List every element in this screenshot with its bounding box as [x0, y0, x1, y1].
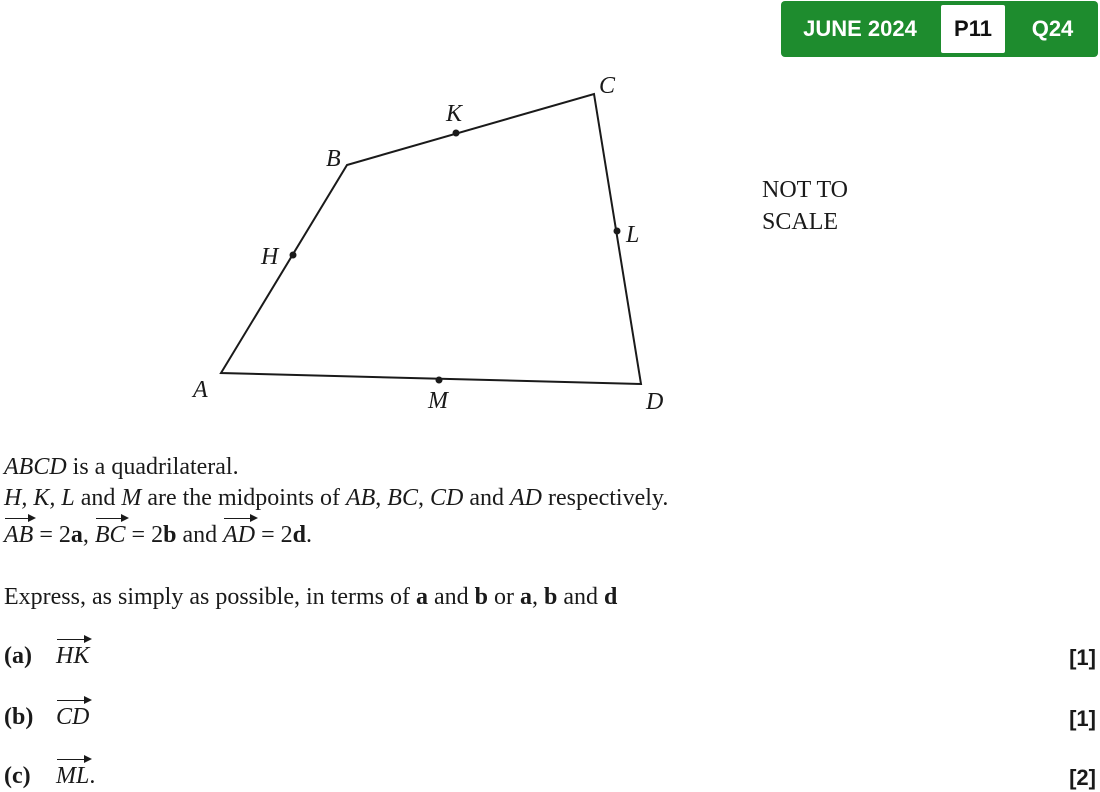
side-bc: BC	[387, 485, 418, 511]
vector-bc: BC	[94, 522, 126, 548]
stem-line-1-text: is a quadrilateral.	[66, 454, 239, 480]
part-suffix: .	[89, 763, 96, 789]
marks-a: [1]	[1069, 645, 1096, 670]
vector-a: a	[519, 584, 532, 610]
side-ab: AB	[345, 485, 376, 511]
midpoint-label-m: M	[428, 388, 448, 414]
part-vector: HK	[56, 643, 90, 669]
vertex-label-c: C	[599, 73, 616, 99]
stem-text: = 2	[33, 522, 71, 548]
midpoint-label-h: H	[261, 244, 279, 270]
side-ad: AD	[509, 485, 542, 511]
stem-text: = 2	[125, 522, 164, 548]
midpoint-list: H, K, L	[4, 485, 75, 511]
stem-text: ,	[375, 485, 388, 511]
vector-ad: AD	[223, 522, 256, 548]
vertex-label-a: A	[193, 377, 208, 403]
midpoint-h-dot	[290, 252, 297, 259]
stem-line-2	[4, 485, 668, 512]
marks-c: [2]	[1069, 765, 1096, 790]
midpoint-m: M	[121, 485, 142, 511]
stem-text: = 2	[255, 522, 293, 548]
vertex-label-b: B	[326, 146, 341, 172]
midpoint-label-l: L	[626, 222, 640, 248]
midpoint-label-k: K	[446, 101, 463, 127]
stem-text: and	[74, 485, 122, 511]
instruction-line	[4, 584, 617, 611]
stem-text: ,	[417, 485, 430, 511]
note-line-2: SCALE	[762, 209, 839, 235]
instruction-text: Express, as simply as possible, in terms of	[4, 584, 416, 610]
instruction-text: and	[427, 584, 475, 610]
instruction-text: or	[487, 584, 520, 610]
vector-b: b	[543, 584, 558, 610]
instruction-text: and	[557, 584, 604, 610]
part-label: (b)	[4, 704, 34, 730]
stem-text: ,	[82, 522, 95, 548]
quadrilateral-abcd	[221, 94, 641, 384]
not-to-scale-note	[762, 174, 848, 238]
stem-line-3	[4, 522, 312, 549]
vector-b: b	[474, 584, 488, 610]
side-cd: CD	[429, 485, 464, 511]
vector-b: b	[163, 522, 177, 548]
instruction-text: ,	[531, 584, 544, 610]
part-label: (c)	[4, 763, 31, 789]
stem-text: respectively.	[541, 485, 669, 511]
stem-text: are the midpoints of	[141, 485, 346, 511]
marks-b: [1]	[1069, 706, 1096, 731]
part-vector: ML	[56, 763, 90, 789]
stem-text: and	[176, 522, 224, 548]
exam-session: JUNE 2024	[803, 16, 917, 41]
vertex-label-d: D	[646, 389, 664, 415]
note-line-1: NOT TO	[762, 177, 849, 203]
vector-d: d	[292, 522, 307, 548]
question-number: Q24	[1031, 16, 1074, 41]
part-vector: CD	[56, 704, 90, 730]
part-b	[4, 704, 89, 731]
midpoint-m-dot	[436, 377, 443, 384]
vector-ab: AB	[4, 522, 34, 548]
stem-line-1	[4, 454, 239, 481]
quad-name: ABCD	[4, 454, 67, 480]
stem-text: and	[463, 485, 510, 511]
midpoint-l-dot	[614, 228, 621, 235]
part-label: (a)	[4, 643, 32, 669]
vector-d: d	[604, 584, 618, 610]
vector-a: a	[415, 584, 428, 610]
stem-text: .	[306, 522, 313, 548]
vector-a: a	[70, 522, 83, 548]
paper-number: P11	[941, 5, 1005, 53]
part-a	[4, 643, 89, 670]
midpoint-k-dot	[453, 130, 460, 137]
part-c	[4, 763, 95, 790]
